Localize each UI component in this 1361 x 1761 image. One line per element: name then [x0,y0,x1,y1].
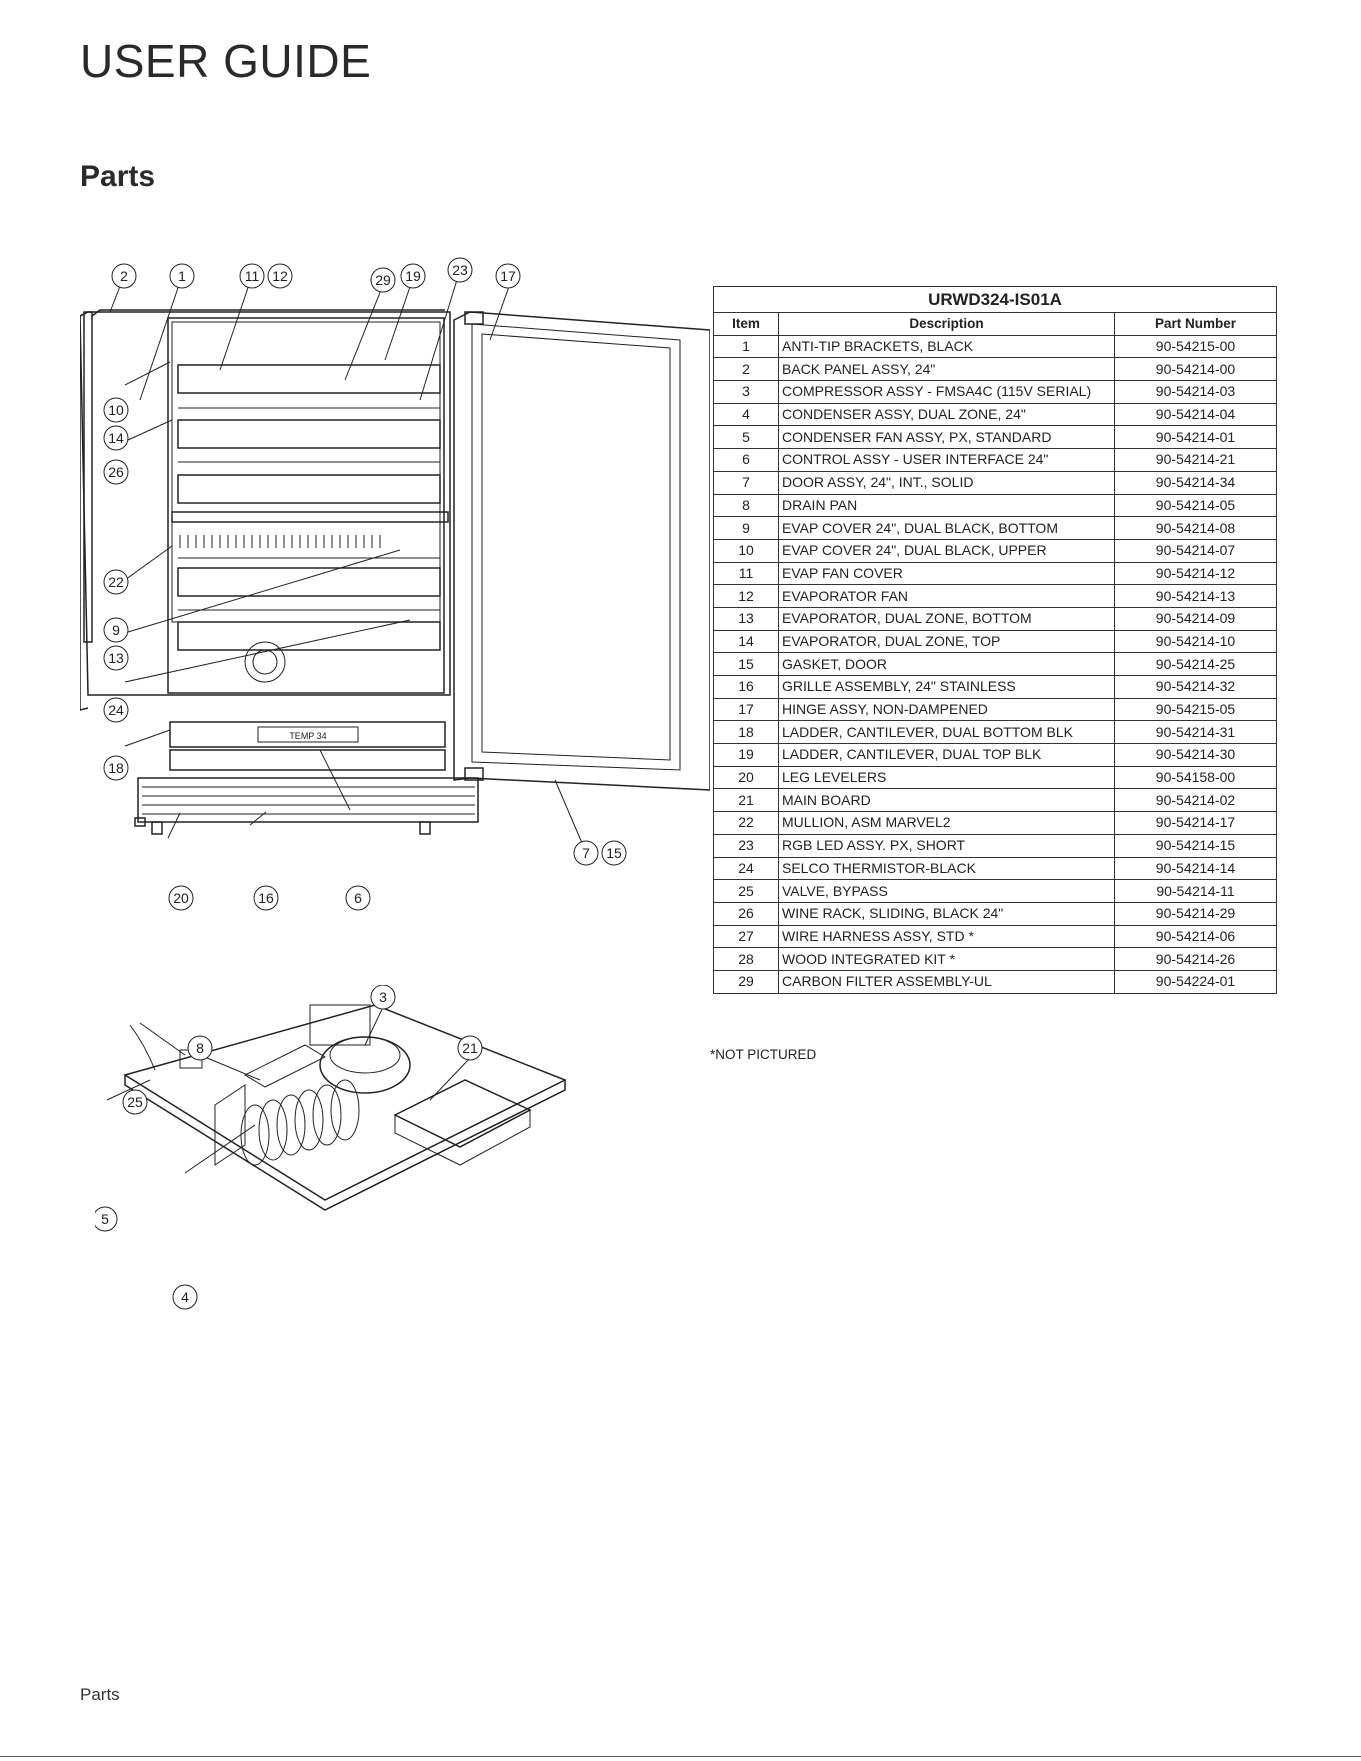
callout-label: 5 [101,1211,109,1227]
cell-item: 19 [714,744,779,767]
callout-label: 6 [354,890,362,906]
cell-description: CONDENSER FAN ASSY, PX, STANDARD [779,426,1115,449]
cell-part-number: 90-54214-12 [1115,562,1277,585]
callout-label: 20 [173,890,189,906]
cell-part-number: 90-54214-32 [1115,676,1277,699]
cell-item: 5 [714,426,779,449]
cell-description: EVAP FAN COVER [779,562,1115,585]
cell-item: 2 [714,358,779,381]
page-header-title: USER GUIDE [80,35,372,87]
footnote: *NOT PICTURED [710,1047,817,1062]
table-row [714,721,1277,744]
footer-divider [0,1756,1361,1757]
callout-label: 3 [379,989,387,1005]
cell-part-number: 90-54214-31 [1115,721,1277,744]
table-row [714,902,1277,925]
cell-part-number: 90-54214-26 [1115,948,1277,971]
callout-label: 13 [108,650,124,666]
callout-label: 2 [120,268,128,284]
callout-label: 14 [108,430,124,446]
cell-item: 13 [714,607,779,630]
cell-part-number: 90-54214-34 [1115,471,1277,494]
cell-item: 20 [714,766,779,789]
callout-label: 22 [108,574,124,590]
cell-part-number: 90-54214-08 [1115,517,1277,540]
cell-part-number: 90-54214-17 [1115,812,1277,835]
table-row [714,630,1277,653]
cell-item: 29 [714,970,779,993]
cell-item: 24 [714,857,779,880]
table-row [714,562,1277,585]
table-row [714,812,1277,835]
cell-item: 14 [714,630,779,653]
cell-part-number: 90-54214-03 [1115,381,1277,404]
callout-label: 17 [500,268,516,284]
cell-item: 6 [714,449,779,472]
cell-part-number: 90-54224-01 [1115,970,1277,993]
callout-label: 21 [462,1040,478,1056]
table-row [714,857,1277,880]
cell-part-number: 90-54214-21 [1115,449,1277,472]
callout-label: 24 [108,702,124,718]
cell-item: 18 [714,721,779,744]
refrigerator-parts-diagram [80,250,710,920]
table-row [714,925,1277,948]
cell-part-number: 90-54214-07 [1115,539,1277,562]
callout-label: 25 [127,1094,143,1110]
table-row [714,789,1277,812]
cell-part-number: 90-54214-10 [1115,630,1277,653]
table-row [714,948,1277,971]
cell-item: 27 [714,925,779,948]
section-title: Parts [80,160,156,193]
cell-description: LADDER, CANTILEVER, DUAL BOTTOM BLK [779,721,1115,744]
cell-description: GRILLE ASSEMBLY, 24" STAINLESS [779,676,1115,699]
cell-description: HINGE ASSY, NON-DAMPENED [779,698,1115,721]
table-row [714,426,1277,449]
cell-part-number: 90-54214-29 [1115,902,1277,925]
cell-part-number: 90-54214-06 [1115,925,1277,948]
callout-label: 18 [108,760,124,776]
cell-part-number: 90-54214-02 [1115,789,1277,812]
callout-label: 11 [244,268,260,284]
cell-description: ANTI-TIP BRACKETS, BLACK [779,335,1115,358]
cell-item: 8 [714,494,779,517]
table-row [714,766,1277,789]
callout-label: 12 [272,268,288,284]
cell-part-number: 90-54214-00 [1115,358,1277,381]
cell-part-number: 90-54214-04 [1115,403,1277,426]
cell-item: 22 [714,812,779,835]
cell-description: EVAPORATOR FAN [779,585,1115,608]
cell-description: WINE RACK, SLIDING, BLACK 24" [779,902,1115,925]
table-row [714,744,1277,767]
cell-item: 3 [714,381,779,404]
cell-item: 1 [714,335,779,358]
table-row [714,335,1277,358]
callout-label: 23 [452,262,468,278]
cell-description: EVAP COVER 24", DUAL BLACK, BOTTOM [779,517,1115,540]
cell-item: 28 [714,948,779,971]
compressor-tray-diagram [95,985,575,1315]
cell-description: WIRE HARNESS ASSY, STD * [779,925,1115,948]
table-row [714,607,1277,630]
table-row [714,970,1277,993]
cell-item: 4 [714,403,779,426]
cell-description: CONTROL ASSY - USER INTERFACE 24" [779,449,1115,472]
table-row [714,517,1277,540]
callout-label: 15 [606,845,622,861]
cell-description: RGB LED ASSY. PX, SHORT [779,834,1115,857]
cell-item: 16 [714,676,779,699]
table-row [714,539,1277,562]
cell-part-number: 90-54214-11 [1115,880,1277,903]
cell-part-number: 90-54215-05 [1115,698,1277,721]
table-row [714,381,1277,404]
cell-part-number: 90-54214-05 [1115,494,1277,517]
column-header-part-number: Part Number [1115,313,1277,336]
cell-part-number: 90-54214-15 [1115,834,1277,857]
cell-item: 21 [714,789,779,812]
cell-description: MULLION, ASM MARVEL2 [779,812,1115,835]
cell-description: BACK PANEL ASSY, 24" [779,358,1115,381]
cell-item: 23 [714,834,779,857]
callout-label: 9 [112,622,120,638]
callout-label: 8 [196,1040,204,1056]
cell-description: LEG LEVELERS [779,766,1115,789]
cell-description: DOOR ASSY, 24", INT., SOLID [779,471,1115,494]
cell-description: DRAIN PAN [779,494,1115,517]
model-number: URWD324-IS01A [714,287,1277,313]
callout-label: 16 [258,890,274,906]
callout-label: 29 [375,272,391,288]
cell-description: SELCO THERMISTOR-BLACK [779,857,1115,880]
table-row [714,698,1277,721]
callout-label: 7 [582,845,590,861]
table-row [714,585,1277,608]
parts-table-body [714,335,1277,993]
table-row [714,471,1277,494]
cell-part-number: 90-54214-30 [1115,744,1277,767]
callout-label: 1 [178,268,186,284]
footer-section-label: Parts [80,1685,120,1704]
cell-item: 26 [714,902,779,925]
table-row [714,449,1277,472]
cell-description: MAIN BOARD [779,789,1115,812]
cell-part-number: 90-54214-13 [1115,585,1277,608]
callout-label: 26 [108,464,124,480]
cell-item: 15 [714,653,779,676]
cell-item: 9 [714,517,779,540]
main-diagram-callouts [104,258,626,910]
cell-description: WOOD INTEGRATED KIT * [779,948,1115,971]
column-header-description: Description [779,313,1115,336]
parts-table [713,286,1277,994]
table-row [714,653,1277,676]
cell-part-number: 90-54214-25 [1115,653,1277,676]
cell-description: EVAP COVER 24", DUAL BLACK, UPPER [779,539,1115,562]
cell-description: COMPRESSOR ASSY - FMSA4C (115V SERIAL) [779,381,1115,404]
cell-description: EVAPORATOR, DUAL ZONE, BOTTOM [779,607,1115,630]
cell-item: 25 [714,880,779,903]
cell-item: 12 [714,585,779,608]
cell-description: CARBON FILTER ASSEMBLY-UL [779,970,1115,993]
callout-label: 19 [405,268,421,284]
cell-item: 17 [714,698,779,721]
table-row [714,494,1277,517]
table-row [714,880,1277,903]
cell-item: 10 [714,539,779,562]
column-header-item: Item [714,313,779,336]
cell-item: 7 [714,471,779,494]
table-row [714,403,1277,426]
cell-description: LADDER, CANTILEVER, DUAL TOP BLK [779,744,1115,767]
cell-description: EVAPORATOR, DUAL ZONE, TOP [779,630,1115,653]
cell-description: GASKET, DOOR [779,653,1115,676]
cell-description: VALVE, BYPASS [779,880,1115,903]
cell-part-number: 90-54214-01 [1115,426,1277,449]
control-display-text: TEMP 34 [289,731,327,741]
cell-part-number: 90-54215-00 [1115,335,1277,358]
table-row [714,676,1277,699]
table-row [714,358,1277,381]
callout-label: 10 [108,402,124,418]
cell-part-number: 90-54214-14 [1115,857,1277,880]
table-row [714,834,1277,857]
cell-item: 11 [714,562,779,585]
cell-part-number: 90-54158-00 [1115,766,1277,789]
cell-description: CONDENSER ASSY, DUAL ZONE, 24" [779,403,1115,426]
cell-part-number: 90-54214-09 [1115,607,1277,630]
callout-label: 4 [181,1289,189,1305]
